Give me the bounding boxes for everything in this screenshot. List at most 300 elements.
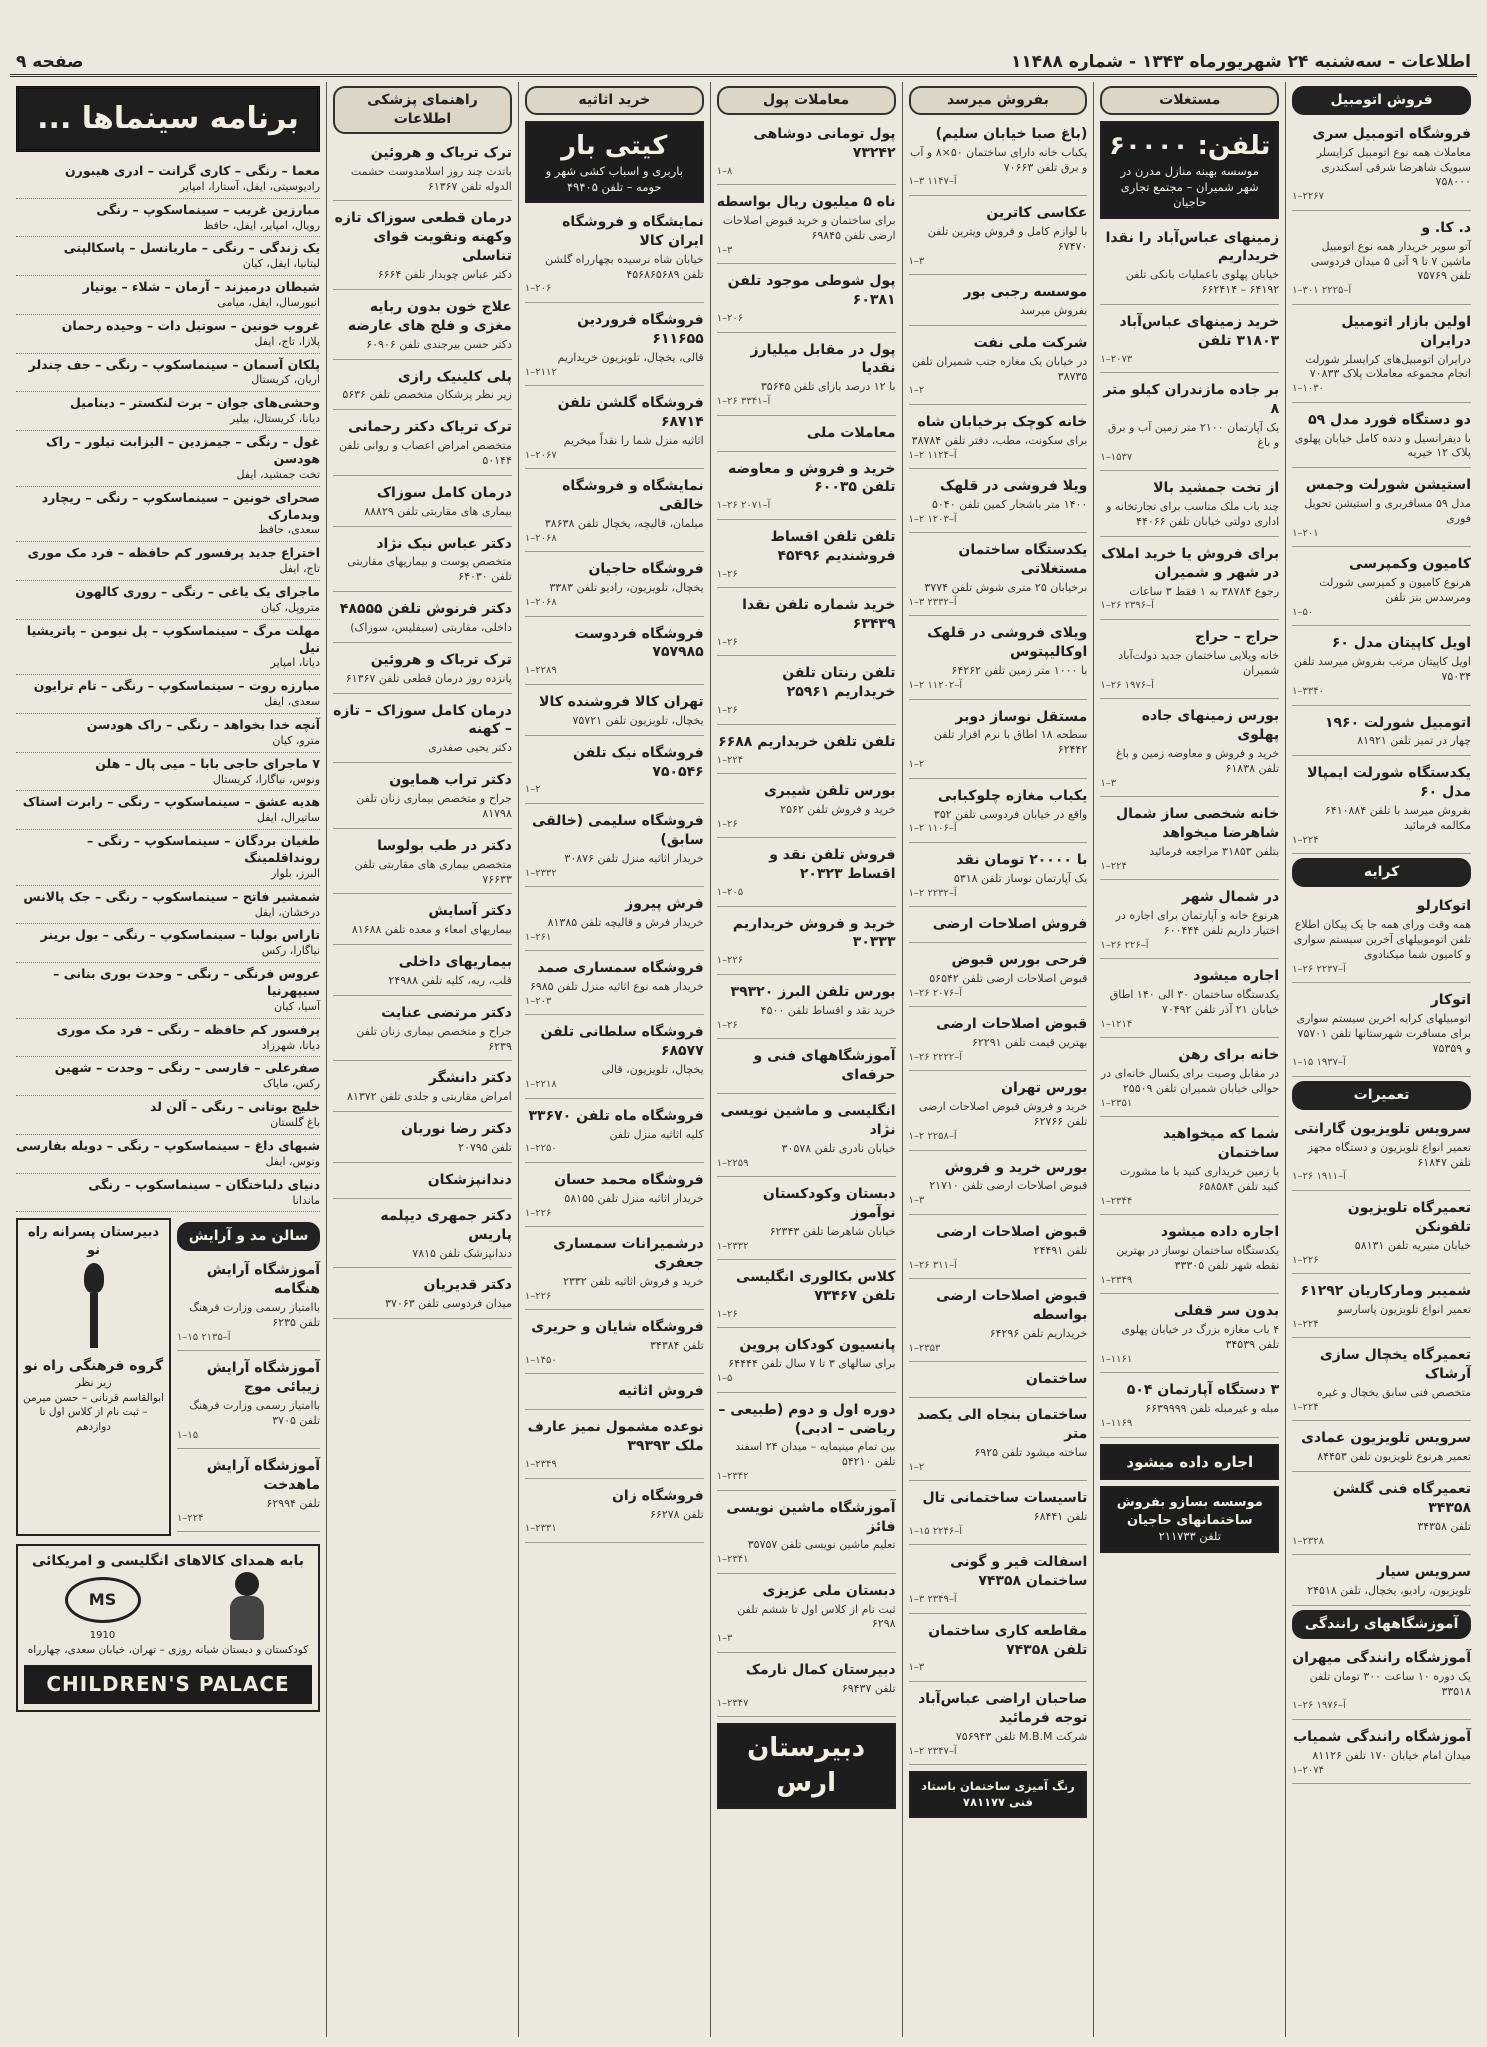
ad-body: بفروش میرسد [1020,303,1088,317]
ad-ref-code: ۱–۲۲۵۰ [524,1143,557,1155]
promo-footer: CHILDREN'S PALACE [24,1665,312,1704]
classified-ad [909,783,1088,843]
ad-ref-code: ۱–۱۵ آ–۲۲۴۶ [908,1525,963,1537]
classified-ad [333,294,512,360]
film-theaters: مترو، کیان [272,733,321,747]
ad-ref-code: ۱–۲۳۳۲ [716,1240,749,1252]
classified-ad [717,1332,896,1392]
ad-body: برخیابان ۲۵ متری شوش تلفن ۳۷۷۴ [924,581,1088,595]
ad-body: تعمیر انواع تلویزیون و دستگاه مجهز تلفن ۶۱۸۴۷ [1307,1140,1471,1169]
ad-ref-code: ۱–۲۶ [716,1308,738,1320]
classified-ad [525,1167,704,1227]
ad-ref-code: ۱–۲۲۵۹ [716,1157,749,1169]
classified-ad [333,1272,512,1319]
classified-ad [1292,1195,1471,1274]
ad-headline: ترک تریاک و هروئین [370,651,512,668]
ad-body: با ۱۰۰۰ متر زمین تلفن ۶۴۲۶۲ [951,664,1088,678]
ad-body: باامتیاز رسمی وزارت فرهنگ تلفن ۳۷۰۵ [189,1398,321,1427]
ad-ref-code: ۱–۳ [716,1633,733,1645]
ad-headline: د. کا. و [1421,219,1471,236]
classified-ad [525,808,704,887]
film-theaters: سعدی، حافظ [258,523,321,537]
film-title: غروب خونین – سوتیل دات – وحیده رحمان [61,317,321,333]
category-for-sale: بفروش میرسد [909,86,1088,115]
classified-ad [717,1181,896,1260]
film-title: مبارزه روت – سینماسکوپ – رنگی – تام ترایون [33,678,321,694]
film-title: شیطان درمیزند – آرمان – شلاء – یوتیار [82,279,321,295]
classified-ad [525,1483,704,1543]
film-listing [16,276,320,315]
ad-headline: دبیرستان کمال نارمک [745,1661,896,1678]
ad-headline: آموزشگاههای فنی و حرفه‌ای [753,1048,896,1083]
ad-body: تلفن ۶۶۲۷۸ [650,1507,704,1521]
ad-body: همه وقت ورای همه جا یک پیکان اطلاع تلفن اتوموبیلهای آخرین سیستم سواری و کامیون شما میکنادوی [1293,918,1471,961]
ad-ref-code: ۱–۲ آ–۱۱۲۴ [908,449,957,461]
ad-list [1292,893,1471,1077]
ad-headline: دکتر فرنوش تلفن ۴۸۵۵۵ [339,601,512,618]
ad-headline: تهران کالا فروشنده کالا [539,693,704,710]
ad-body: تلفن ۳۴۳۵۸ [1417,1519,1471,1533]
ad-body: درایران اتومبیل‌های کرایسلر شورلت انجام مجموعه معاملات پلاک ۷۰۸۳۳ [1305,352,1471,381]
ad-headline: عکاسی کاترین [986,204,1088,221]
ad-ref-code: ۱–۳ آ–۲۳۴۹ [908,1594,957,1606]
ad-ref-code: ۱–۳ آ–۱۱۴۷ [908,176,957,188]
ad-headline: نوعده مشمول نمیز عارف ملک ۳۹۳۹۳ [527,1419,704,1455]
classified-ad [1292,1342,1471,1421]
film-title: مبارزین غریب – سینماسکوپ – رنگی [96,201,321,217]
ad-ref-code: ۱–۲۶ آ–۳۱۱ [908,1259,957,1271]
classified-ad [909,409,1088,469]
ad-headline: بورس تهران [1001,1080,1088,1097]
film-theaters: ساتیرال، ایفل [256,811,321,825]
masthead [10,50,1477,77]
ad-body: چند باب ملک مناسب برای تجارتخانه و اداری دولتی خیابان تلفن ۴۴۰۶۶ [1106,500,1280,528]
ad-headline: بورس خرید و فروش [944,1159,1088,1176]
classified-ad [525,689,704,736]
ad-ref-code: ۱–۲ آ–۲۲۵۸ [908,1131,957,1143]
classified-ad [717,1043,896,1094]
film-title: شمشیر فاتح – سینماسکوپ – رنگی – جک پالانس [23,888,321,904]
classified-ad [717,1495,896,1574]
classified-ad [1292,472,1471,547]
ad-headline: فروشگاه فردوست ۷۵۷۹۸۵ [574,625,704,661]
ad-body: برای سالهای ۳ تا ۷ سال تلفن ۶۴۴۴۴ [728,1357,896,1371]
column-real-estate [1093,82,1285,2037]
classified-ad [717,121,896,185]
film-listing [16,1135,320,1174]
film-title: صفرعلی – فارسی – رنگی – وحدت – شهین [54,1060,321,1076]
film-title: معما – رنگی – کاری گرانت – ادری هیبورن [64,163,321,178]
classified-ad [1292,1724,1471,1784]
ad-headline: فروش اثاثیه [618,1383,704,1400]
ad-body: خریداریم تلفن ۶۴۲۹۶ [989,1326,1088,1340]
promo-title: بابه همدای کالاهای انگلیسی و امریکائی [31,1553,305,1570]
ad-body: مبلمان، قالیچه، یخچال تلفن ۳۸۶۳۸ [544,517,704,531]
ad-body: متخصص امراض اعصاب و روانی تلفن ۵۰۱۴۴ [338,439,512,467]
film-title: وحشی‌های جوان – برت لنکستر – دینامیل [70,395,321,411]
classified-ad [1292,1476,1471,1555]
ad-headline: دکتر قدیریان [423,1277,512,1294]
ad-headline: فروشگاه ماه تلفن ۳۳۶۷۰ [528,1107,704,1124]
film-list [16,160,320,1212]
ad-ref-code: ۱–۲۳۴۹ [1100,1274,1133,1286]
ad-ref-code: ۱–۲۰۷۳ [1100,353,1133,365]
film-theaters: ونوس، ایفل [265,1154,321,1168]
film-listing [16,620,320,676]
ad-body: در مقابل وصیت برای یکسال خانه‌ای در حوالی خیابان شمیران تلفن ۲۵۵۰۹ [1100,1067,1280,1096]
ad-ref-code: ۱–۳ [716,244,733,256]
classified-ad [909,537,1088,616]
ad-ref-code: ۱–۳۳۴۰ [1292,686,1325,698]
ad-headline: با ۲۰۰۰۰ تومان نقد [956,851,1088,868]
ad-body: دکتر یحیی صفدری [428,741,512,755]
ad-list [1292,1116,1471,1606]
classified-ad [1100,377,1279,471]
film-title: مهلت مرگ – سینماسکوپ – پل نیومن – پاتریشیا نیل [26,622,321,655]
ad-body: خانه ویلایی ساختمان جدید دولت‌آباد شمیران [1118,648,1280,677]
boxed-ad-title: کیتی بار [561,130,668,161]
ad-body: یکدستگاه ساختمان نوساز در بهترین نقطه شهر تلفن ۳۳۳۰۵ [1116,1244,1280,1273]
ad-ref-code: ۱–۲۳۵۳ [908,1342,941,1354]
ad-body: تلفن ۳۴۳۸۴ [650,1339,704,1353]
ad-ref-code: ۱–۲۲۱۸ [524,1079,557,1091]
classified-ad [717,1397,896,1491]
classified-ad [717,456,896,520]
ad-headline: سرویس تلویزیون گارانتی [1293,1120,1471,1137]
classified-ad [525,1314,704,1374]
film-listing [16,199,320,238]
classified-ad [909,1283,1088,1362]
film-listing [16,714,320,753]
film-listing [16,830,320,886]
ad-headline: ویلا فروشی در قلهک [939,478,1088,495]
classified-ad [525,1414,704,1478]
ad-ref-code: ۱–۲۶۱ [524,931,552,943]
ad-ref-code: ۱–۲۳۴۴ [1100,1195,1133,1207]
ad-ref-code: ۱–۲۶ [716,568,738,580]
ad-ref-code: ۱–۲ آ–۲۳۴۷ [908,1745,957,1757]
school-ad-sub: زیر نظر [75,1376,112,1390]
school-ad-group: گروه فرهنگی راه نو [23,1358,164,1375]
ad-ref-code: ۱–۲۳۳۱ [524,1523,557,1535]
ad-headline: بیماریهای داخلی [398,954,512,971]
column-cinema [10,82,326,2037]
film-title: صحرای خونین – سینماسکوپ – رنگی – ریچارد ویدمارک [41,489,321,522]
ad-ref-code: ۱–۲ آ–۱۲۰۳ [908,513,957,525]
ad-headline: پول در مقابل میلیارز نقدیا [750,341,896,377]
film-title: هدیه عشق – سینماسکوپ – رنگی – رابرت استاک [22,794,321,810]
ad-ref-code: ۱–۳ [1100,777,1117,789]
ad-body: یک آپارتمان نوساز تلفن ۵۳۱۸ [953,871,1088,885]
classified-ad [1292,1645,1471,1720]
classified-ad [177,1355,320,1449]
category-car-sales: فروش اتومبیل [1292,86,1471,115]
ad-headline: بر جاده مازندران کیلو متر ۸ [1103,382,1280,418]
ad-body: خیابان شاهرضا تلفن ۶۲۳۴۳ [769,1224,896,1238]
ad-ref-code: ۱–۱۲۱۴ [1100,1018,1133,1030]
ad-body: متخصص بیماری های مقاربتی تلفن ۷۶۶۳۳ [354,857,512,886]
classified-ad [717,592,896,656]
film-theaters: رکس، مایاک [262,1077,321,1091]
classified-ad [717,268,896,332]
film-listing [16,924,320,963]
ad-headline: دبستان ملی عزیزی [762,1582,896,1599]
classified-ad [333,949,512,996]
film-listing [16,487,320,543]
ad-headline: پانسیون کودکان پروین [739,1337,896,1354]
ad-body: با دیفرانسیل و دنده کامل خیابان پهلوی پلاک ۱۲ خیریه [1294,431,1471,460]
film-listing [16,675,320,714]
ad-headline: خانه کوچک برخیابان شاه [917,413,1088,430]
ad-headline: شما که میخواهید ساختمان [1162,1126,1280,1162]
ad-headline: از تخت جمشید بالا [1153,480,1280,497]
ad-headline: مقاطعه کاری ساختمان تلفن ۷۴۳۵۸ [928,1622,1088,1658]
classified-ad [909,704,1088,779]
ad-headline: ترک تریاک دکتر رحمانی [348,419,512,436]
ad-body: اویل کاپیتان مرتب بفروش میرسد تلفن ۷۵۰۳۴ [1293,655,1471,684]
school-ad-text: ابوالقاسم قرنانی – حسن میرمن – ثبت نام از کلاس اول تا دوازدهم [23,1392,164,1433]
ad-body: زیر نظر پزشکان متخصص تلفن ۵۶۳۶ [342,388,512,402]
film-theaters: رادیوسیتی، ایفل، آستارا، امپایر [179,179,321,193]
ad-headline: بورس تلفن البرز ۳۹۳۲۰ [730,983,896,1000]
ad-headline: اویل کاپیتان مدل ۶۰ [1331,635,1471,652]
ad-headline: استیشن شورلت وجمس [1305,477,1471,494]
child-figure-icon [222,1572,272,1642]
film-theaters: ماندانا [292,1193,321,1207]
ad-headline: زمینهای عباس‌آباد را نقدا خریداریم [1105,229,1280,265]
classified-ad [717,337,896,416]
ad-body: مبله و غیرمبله تلفن ۶۶۳۹۹۹۹ [1145,1402,1280,1416]
film-theaters: درخشان، ایفل [254,905,321,919]
ad-body: امراض مقاربتی و جلدی تلفن ۸۱۳۷۲ [347,1090,512,1104]
classified-ad [333,698,512,764]
ad-body: داخلی، مقاربتی (سیفلیس، سوزاک) [350,621,512,635]
ad-body: یک آپارتمان ۲۱۰۰ متر زمین آب و برق و باغ [1107,421,1280,449]
ad-list [1100,225,1279,1438]
ad-ref-code: ۱–۲۲۴ [716,754,744,766]
ad-ref-code: ۱–۲۱۱۲ [524,366,557,378]
column-furniture [518,82,710,2037]
classified-ad [717,1578,896,1653]
masthead-issue: اطلاعات - سه‌شنبه ۲۴ شهریورماه ۱۳۴۳ - شماره ۱۱۴۸۸ [1010,52,1471,72]
ad-ref-code: ۱–۲۶ [716,636,738,648]
ad-body: شرکت M.B.M تلفن ۷۵۶۹۴۳ [955,1729,1088,1743]
ad-ref-code: ۱–۳ آ–۲۳۳۲ [908,596,957,608]
film-listing [16,542,320,581]
ad-body: بفروش میرسد با تلفن ۶۴۱۰۸۸۴ مکالمه فرمائید [1324,804,1471,832]
film-theaters: انیورسال، ایفل، میامی [217,296,321,310]
ad-ref-code: ۱–۲۲۶ [524,1290,552,1302]
ad-headline: خرید زمینهای عباس‌آباد ۳۱۸۰۳ تلفن [1119,314,1280,349]
ad-headline: شمیبر ومارکاریان ۶۱۲۹۲ [1300,1283,1471,1300]
film-listing [16,1096,320,1135]
classified-ad [909,1402,1088,1481]
salon-section [177,1218,320,1536]
ad-headline: ترک تریاک و هروئین [370,144,512,161]
column-for-sale [902,82,1094,2037]
film-title: طغیان بردگان – سینماسکوپ – رنگی – رونداقلمینگ [87,833,321,865]
classified-ad [1100,1121,1279,1215]
ad-ref-code: ۱–۲ آ–۱۱۲۰۲ [908,680,963,692]
ad-headline: خرید و فروش خریداریم ۳۰۳۳۳ [732,915,896,951]
ad-body: با ۱۲ درصد بازای تلفن ۳۵۶۴۵ [760,380,896,394]
ad-body: بیماریهای امعاء و معده تلفن ۸۱۶۸۸ [351,923,512,937]
ad-headline: فروشگاه سمساری صمد [537,960,704,977]
ad-body: خریدار فرش و قالیچه تلفن ۸۱۳۸۵ [547,915,704,929]
film-listing [16,392,320,431]
classified-ad [909,200,1088,275]
ad-headline: برای فروش یا خرید املاک در شهر و شمیران [1101,545,1280,581]
classified-ad [1292,551,1471,626]
ad-headline: سرویس سیار [1377,1564,1471,1581]
boxed-ad-text: تلفن ۲۱۱۷۳۳ [1158,1529,1221,1544]
classified-ad [333,205,512,290]
ad-headline: ساختمان بنجاه الی یکصد متر [917,1407,1088,1442]
category-driving-schools: آموزشگاههای رانندگی [1292,1610,1471,1639]
film-title: پرفسور کم حافظه – رنگی – فرد مک موری [56,1021,321,1037]
ad-body: تلفن ۶۸۴۴۱ [1033,1510,1088,1524]
ad-ref-code: ۱–۲۳۴۱ [716,1554,749,1566]
column-money-deals [710,82,902,2037]
ad-ref-code: ۱–۳۰۱ آ–۲۲۲۵ [1292,285,1352,297]
ad-headline: تعمیرگاه تلویزیون تلفونکن [1347,1199,1471,1235]
ad-headline: آموزشگاه آرایش زیبائی موج [206,1360,321,1396]
ad-headline: مستقل نوساز دوبر [955,708,1088,725]
ad-headline: اسفالت قیر و گونی ساختمان ۷۴۳۵۸ [950,1554,1088,1590]
classified-ad [525,473,704,552]
ad-ref-code: ۱–۱۱۶۱ [1100,1353,1133,1365]
ad-headline: تلفن تلفن خریداریم ۶۶۸۸ [718,733,896,750]
film-theaters: اریان، کریستال [251,373,321,387]
classified-ad [717,778,896,838]
ad-headline: آموزشگاه رانندگی میهران [1292,1649,1471,1666]
ad-body: قلب، ریه، کلیه تلفن ۲۴۹۸۸ [388,974,512,987]
film-theaters: دیانا، امپایر [270,656,321,670]
ad-headline: یکدستگاه ساختمان مستغلاتی [958,542,1088,578]
category-real-estate: مستغلات [1100,86,1279,115]
film-title: یک زندگی – رنگی – ماریانسل – پاسکالپتی [63,240,321,256]
classified-ad [1292,1278,1471,1338]
classified-ad [909,279,1088,326]
classified-ad [717,842,896,906]
ad-body: برای سکونت، مطب، دفتر تلفن ۳۸۷۸۴ [911,433,1088,447]
classified-ad [909,1366,1088,1398]
film-title: غول – رنگی – جیمزدین – الیزابت تیلور – راک هودسن [45,434,321,466]
ad-ref-code: ۱–۲۳۲۸ [1292,1535,1325,1547]
film-title: دنیای دلباختگان – سینماسکوپ – رنگی [88,1176,321,1192]
ad-headline: بورس تلفن شیبری [763,783,896,800]
ad-headline: یکدستگاه شورلت ایمپالا مدل ۶۰ [1307,765,1471,801]
ad-ref-code: ۱–۲۲۶ [716,955,744,967]
ad-ref-code: ۱–۱۴۵۰ [524,1354,557,1366]
classified-ad [1100,801,1279,880]
ad-headline: تعمیرگاه فنی گلشن ۳۴۳۵۸ [1332,1481,1471,1517]
school-ad-title: دبیرستان پسرانه راه نو [27,1225,160,1258]
childrens-palace-ad [16,1544,320,1712]
classified-ad [717,729,896,774]
ad-ref-code: ۱–۲۳۴۹ [524,1459,557,1471]
ad-headline: قبوض اصلاحات ارضی [936,1223,1088,1240]
ad-headline: دکتر مرتضی عنایت [381,1004,512,1021]
ad-headline: آموزشگاه آرایش ماهدخت [206,1458,321,1494]
ad-body: خرید و فروش اثاثیه تلفن ۲۳۳۲ [563,1274,704,1288]
ad-headline: حراج – حراج [1195,628,1280,645]
classified-ad [1292,893,1471,983]
promo-text: کودکستان و دبستان شبانه روزی – تهران، خیابان سعدی، چهارراه [27,1643,309,1656]
ad-ref-code: ۱–۲۰۵ [716,887,744,899]
ad-ref-code: ۱–۲۰۶۸ [524,532,557,544]
classified-ad [909,121,1088,196]
ad-headline: فروشگاه فروردین ۶۱۱۶۵۵ [577,311,704,347]
ad-body: خیابان منیریه تلفن ۵۸۱۳۱ [1354,1238,1471,1252]
boxed-ad [525,121,704,203]
classified-ad [1100,225,1279,305]
ad-ref-code: ۱–۱۵ آ–۱۹۳۷ [1292,1057,1346,1069]
film-listing [16,963,320,1019]
ad-headline: در شمال شهر [1181,889,1280,906]
classified-ad [717,1264,896,1328]
ad-headline: نمایشگاه و فروشگاه ایران کالا [562,214,704,249]
ad-ref-code: ۱–۲۲۸۹ [524,665,557,677]
ad-ref-code: ۱–۲۲۶۷ [1292,191,1325,203]
ad-ref-code: ۱–۲۰۶ [524,283,552,295]
ad-ref-code: ۱–۲۶ آ–۲۲۲۲ [908,1051,963,1063]
ad-headline: اتوکارلو [1416,898,1471,915]
ad-ref-code: ۱–۲۳۴۷ [716,1697,749,1709]
classified-ad [717,979,896,1039]
ad-ref-code: ۱–۲۰۶ [716,313,744,325]
ad-body: خریدار همه نوع اثاثیه منزل تلفن ۶۹۸۵ [529,980,704,994]
ad-ref-code: ۱–۱۵۳۷ [1100,451,1133,463]
ad-headline: خانه برای رهن [1178,1047,1280,1064]
classified-ad [717,911,896,975]
ad-body: قبوض اصلاحات ارضی تلفن ۲۱۷۱۰ [929,1179,1088,1193]
ad-headline: انگلیسی و ماشین نویسی نژاد [720,1102,896,1138]
ad-body: بیماری های مقاربتی تلفن ۸۸۸۲۹ [364,504,512,518]
ad-ref-code: ۱–۳ [908,1195,925,1207]
classified-ad [909,1549,1088,1613]
category-money-deals: معاملات پول [717,86,896,115]
film-title: ۷ ماجرای حاجی بابا – میی پال – هلن [95,755,321,771]
ad-body: ۴ باب مغازه بزرگ در خیابان پهلوی تلفن ۳۴۵۳۹ [1121,1323,1280,1352]
ad-ref-code: ۱–۲۳۵۱ [1100,1097,1133,1109]
ad-body: خرید نقد و اقساط تلفن ۴۵۰۰ [760,1003,896,1017]
ad-ref-code: ۱–۲۲۶ [1292,1254,1319,1266]
ad-body: دندانپزشک تلفن ۷۸۱۵ [412,1246,512,1260]
ad-headline: فروشگاه گلشن تلفن ۶۸۷۱۴ [557,395,704,430]
classified-ad [1100,1219,1279,1294]
ad-body: اثاثیه منزل شما را نقداً میخریم [563,433,704,447]
classified-ad [1100,1377,1279,1437]
ad-body: بین تمام مینیمایه – میدان ۲۴ اسفند تلفن ۵۴۲۱۰ [735,1440,896,1469]
film-theaters: رویال، امپایر، ایفل، حافظ [203,218,321,232]
ad-headline: دکتر رضا نوربان [400,1121,512,1138]
boxed-ad-title: اجاره داده میشود [1126,1452,1254,1471]
boxed-ad-title: تلفن: ۶۰۰۰۰ [1109,130,1271,161]
ad-headline: تاسیسات ساختمانی تال [922,1490,1088,1507]
ad-headline: فروشگاه اتومبیل سری [1312,125,1471,142]
boxed-ad-text: موسسه بهبنه منازل مدرن در شهر شمیران – مجتمع تجاری حاجیان [1120,163,1259,210]
classified-ad [909,1155,1088,1215]
classified-ad [1292,710,1471,757]
ad-headline: قبوض اصلاحات ارضی [936,1016,1088,1033]
classified-ad [717,420,896,452]
film-theaters: پلازا، تاج، ایفل [254,334,321,348]
ad-headline: تلفن تلفن اقساط فروشندیم ۴۵۴۹۶ [770,528,896,564]
classified-ad [909,1075,1088,1150]
classified-ad [177,1257,320,1351]
ad-headline: دکتر عباس نیک نژاد [376,535,512,552]
